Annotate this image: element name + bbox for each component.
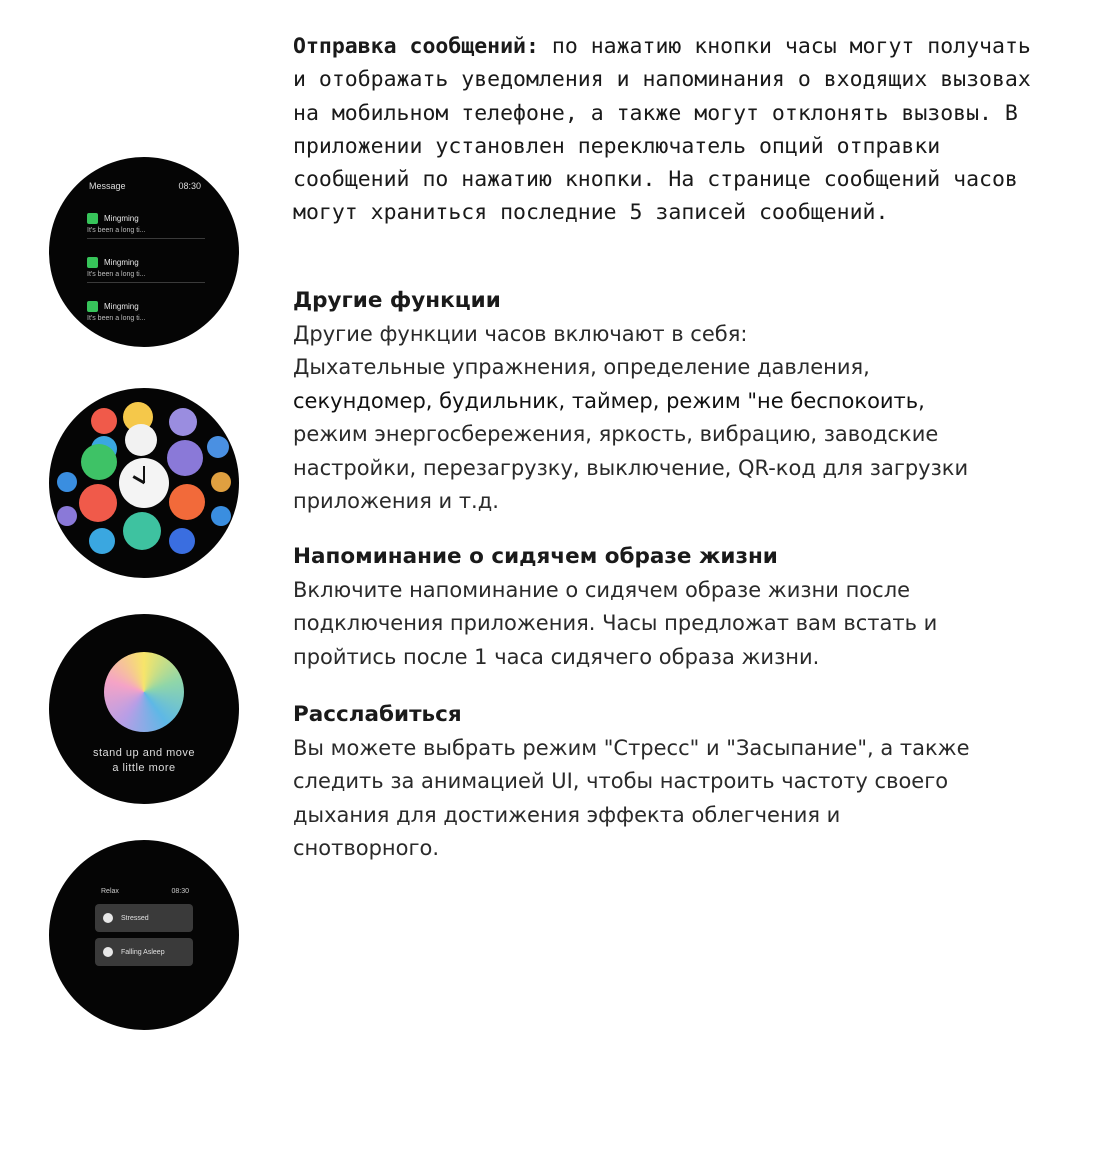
watch-relax-screen (49, 840, 239, 1030)
standup-line-1: stand up and move (92, 747, 196, 759)
relax-option-stressed (95, 904, 193, 932)
person-icon (103, 913, 113, 923)
text-line: дыхания для достижения эффекта облегчения и (293, 802, 841, 827)
text-line: секундомер, будильник, таймер, режим "не беспокоить, (293, 388, 925, 413)
watch-message-item (87, 257, 205, 283)
section-title: Отправка сообщений: (293, 34, 539, 59)
divider (87, 238, 205, 239)
watch-relax-header (101, 888, 189, 895)
watch-message-item (87, 301, 205, 322)
watch-message-item (87, 213, 205, 239)
phone-app-icon (81, 444, 117, 480)
clock-app-icon (119, 458, 169, 508)
section-title: Другие функции (293, 288, 501, 313)
watch-standup-screen (49, 614, 239, 804)
section-title: Напоминание о сидячем образе жизни (293, 544, 778, 569)
message-preview: It's been a long ti... (87, 315, 146, 322)
section-other-functions (293, 284, 1053, 519)
app-icon (57, 472, 77, 492)
app-icon (123, 512, 161, 550)
text-line: Дыхательные упражнения, определение давления, (293, 355, 870, 379)
message-icon (87, 257, 98, 268)
message-icon (87, 301, 98, 312)
app-icon (167, 440, 203, 476)
message-preview: It's been a long ti... (87, 271, 146, 278)
app-icon (207, 436, 229, 458)
standup-line-2: a little more (112, 762, 176, 774)
message-icon (87, 213, 98, 224)
app-icon (211, 506, 231, 526)
watch-message-title: Message (89, 181, 126, 191)
watch-relax-time: 08:30 (171, 888, 189, 895)
text-line: Другие функции часов включают в себя: (293, 321, 748, 346)
text-line: настройки, перезагрузку, выключение, QR-код для загрузки (293, 455, 969, 480)
text-line: приложения и т.д. (293, 489, 499, 513)
app-icon (169, 484, 205, 520)
watch-message-screen (49, 157, 239, 347)
message-sender: Mingming (104, 258, 139, 267)
text-line: Включите напоминание о сидячем образе жизни после (293, 577, 911, 602)
app-icon (89, 528, 115, 554)
watch-relax-title: Relax (101, 888, 119, 895)
app-icon (57, 506, 77, 526)
relax-option-label: Stressed (121, 914, 149, 922)
relax-option-sleep (95, 938, 193, 966)
message-sender: Mingming (104, 302, 139, 311)
standup-message (49, 746, 239, 776)
app-icon (91, 408, 117, 434)
text-line: Вы можете выбрать режим "Стресс" и "Засыпание", а также (293, 735, 970, 760)
moon-icon (103, 947, 113, 957)
section-relax (293, 698, 1053, 866)
heart-app-icon (79, 484, 117, 522)
section-body: по нажатию кнопки часы могут получать и отображать уведомления и напоминания о входящих вызовах на мобильном телефоне, а также могут отклонять вызовы. В приложении установлен переключатель опций отправки сообщений по нажатию кнопки. На странице сообщений часов могут храниться последние 5 записей сообщений. (293, 34, 1031, 226)
text-line: снотворного. (293, 836, 440, 860)
text-line: подключения приложения. Часы предложат вам встать и (293, 611, 938, 635)
app-icon (169, 408, 197, 436)
message-sender: Mingming (104, 214, 139, 223)
text-line: пройтись после 1 часа сидячего образа жизни. (293, 644, 820, 669)
section-sedentary-reminder (293, 540, 1053, 674)
relax-option-label: Falling Asleep (121, 948, 165, 956)
text-line: следить за анимацией UI, чтобы настроить частоту своего (293, 769, 949, 793)
watch-app-grid-screen (49, 388, 239, 578)
divider (87, 282, 205, 283)
section-title: Расслабиться (293, 702, 462, 727)
play-app-icon (125, 424, 157, 456)
text-line: режим энергосбережения, яркость, вибрацию, заводские (293, 422, 939, 446)
watch-message-time: 08:30 (178, 181, 201, 191)
section-send-messages (293, 30, 1053, 230)
message-preview: It's been a long ti... (87, 227, 146, 234)
watch-message-header (89, 181, 201, 191)
settings-app-icon (169, 528, 195, 554)
standup-figure-icon (104, 652, 184, 732)
app-icon (211, 472, 231, 492)
